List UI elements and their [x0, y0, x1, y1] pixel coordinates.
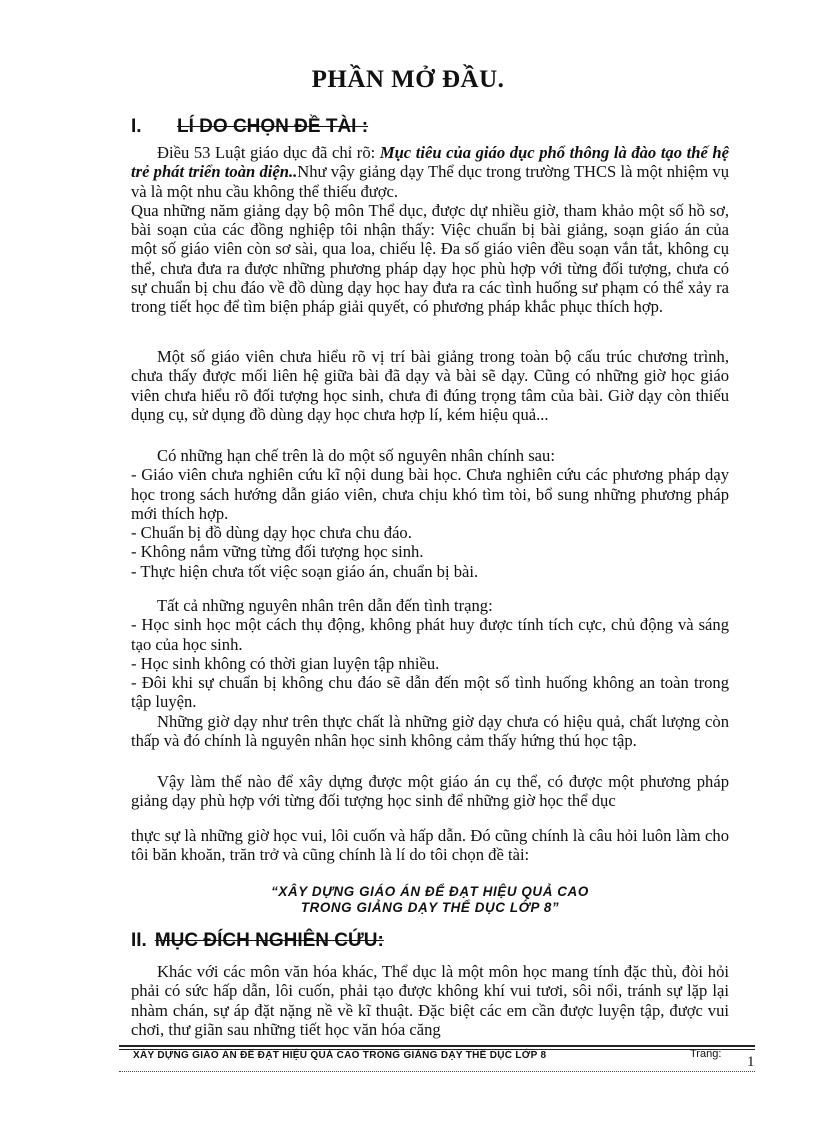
- paragraph-question: Vậy làm thế nào để xây dựng được một giáo án cụ thể, có được một phương pháp giảng dạy phù hợp với từng đối tượng học sinh để những giờ học thể dục: [131, 772, 729, 811]
- list-item: - Đôi khi sự chuẩn bị không chu đáo sẽ dẫn đến một số tình huống không an toàn trong tập luyện.: [131, 673, 729, 712]
- section-1-body-d: [131, 596, 729, 750]
- paragraph-law-lead: Điều 53 Luật giáo dục đã chỉ rõ:: [157, 143, 380, 162]
- page-label: Trang:: [690, 1048, 722, 1060]
- list-item: - Không nắm vững từng đối tượng học sinh.: [131, 542, 424, 562]
- section-2-body: [131, 962, 729, 1039]
- section-2-heading: [131, 930, 384, 952]
- section-2-number: II.: [131, 930, 147, 951]
- topic-title-quote: [131, 884, 729, 916]
- topic-title-line-1: “XÂY DỰNG GIÁO ÁN ĐỂ ĐẠT HIỆU QUẢ CAO: [271, 884, 589, 899]
- paragraph-law-emphasis: Mục tiêu của giáo dục phổ thông là đào tạo thế hệ trẻ phát triển toàn diện..: [131, 143, 729, 182]
- list-item: - Thực hiện chưa tốt việc soạn giáo án, chuẩn bị bài.: [131, 561, 479, 581]
- footer-dotted-rule: [119, 1071, 755, 1072]
- section-1-number: I.: [131, 116, 142, 137]
- topic-title-line-2: TRONG GIẢNG DẠY THỂ DỤC LỚP 8”: [300, 900, 560, 915]
- page-number: 1: [747, 1054, 755, 1070]
- page-title: PHẦN MỞ ĐẦU.: [311, 66, 505, 93]
- paragraph-purpose: Khác với các môn văn hóa khác, Thể dục là một môn học mang tính đặc thù, đòi hỏi phải có sức hấp dẫn, lôi cuốn, phải tạo được không khí vui tươi, sôi nổi, tránh sự lặp lại nhàm chán, sự áp đặt nặng nề về kĩ thuật. Đặc biệt các em cần được luyện tập, được vui chơi, thư giãn sau những tiết học văn hóa căng: [131, 962, 729, 1039]
- section-2-title: MỤC ĐÍCH NGHIÊN CỨU:: [154, 930, 384, 951]
- section-1-heading: [131, 116, 368, 138]
- list-item: - Học sinh học một cách thụ động, không phát huy được tính tích cực, chủ động và sáng tạo của học sinh.: [131, 615, 729, 654]
- section-1-body-f: [131, 826, 729, 865]
- causes-intro: Có những hạn chế trên là do một số nguyên nhân chính sau:: [157, 446, 555, 465]
- footer-rule: [119, 1045, 755, 1047]
- paragraph-observation: Qua những năm giảng dạy bộ môn Thể dục, được dự nhiều giờ, tham khảo một số hồ sơ, bài soạn của các đồng nghiệp tôi nhận thấy: Việc chuẩn bị bài giảng, soạn giáo án của một số giáo viên còn sơ sài, qua loa, chiếu lệ. Đa số giáo viên đều soạn vắn tắt, không cụ thể, chưa đưa ra được những phương pháp dạy học phù hợp với từng đối tượng, chưa có sự chuẩn bị chu đáo về đồ dùng dạy học hay đưa ra các tình huống sư phạm có thể xảy ra trong tiết học để tìm biện pháp giải quyết, có phương pháp khắc phục thích hợp.: [131, 200, 729, 317]
- section-1-body-c: [131, 446, 729, 581]
- paragraph-law-tail: Như vậy giảng dạy Thể dục trong trường THCS là một nhiệm vụ và là một nhu cầu không thể thiếu được.: [131, 162, 729, 201]
- section-1-body-b: [131, 347, 729, 424]
- list-item: - Học sinh không có thời gian luyện tập nhiều.: [131, 653, 440, 673]
- paragraph-teachers: Một số giáo viên chưa hiểu rõ vị trí bài giảng trong toàn bộ cấu trúc chương trình, chưa thấy được mối liên hệ giữa bài đã dạy và bài sẽ dạy. Cũng có những giờ học giáo viên chưa hiểu rõ đối tượng học sinh, chưa đi đúng trọng tâm của bài. Giờ dạy còn thiếu dụng cụ, sử dụng đồ dùng dạy học chưa hợp lí, kém hiệu quả...: [131, 347, 729, 424]
- section-1-title: LÍ DO CHỌN ĐỀ TÀI :: [177, 116, 369, 137]
- list-item: - Chuẩn bị đồ dùng dạy học chưa chu đáo.: [131, 523, 412, 543]
- section-1-body-a: [131, 143, 729, 317]
- section-1-body-e: [131, 772, 729, 811]
- paragraph-quality: Những giờ dạy như trên thực chất là những giờ dạy chưa có hiệu quả, chất lượng còn thấp và đó chính là nguyên nhân học sinh không cảm thấy hứng thú học tập.: [131, 711, 729, 751]
- paragraph-reason: thực sự là những giờ học vui, lôi cuốn và hấp dẫn. Đó cũng chính là câu hỏi luôn làm cho tôi băn khoăn, trăn trở và cũng chính là lí do tôi chọn đề tài:: [131, 826, 729, 865]
- paragraph-law: [131, 143, 729, 201]
- effects-intro: Tất cả những nguyên nhân trên dẫn đến tình trạng:: [157, 596, 493, 615]
- list-item: - Giáo viên chưa nghiên cứu kĩ nội dung bài học. Chưa nghiên cứu các phương pháp dạy học trong sách hướng dẫn giáo viên, chưa chịu khó tìm tòi, bổ sung những phương pháp mới thích hợp.: [131, 465, 729, 523]
- running-footer-title: XÂY DỰNG GIÁO ÁN ĐỂ ĐẠT HIỆU QUẢ CAO TRONG GIẢNG DẠY THỂ DỤC LỚP 8: [133, 1050, 547, 1061]
